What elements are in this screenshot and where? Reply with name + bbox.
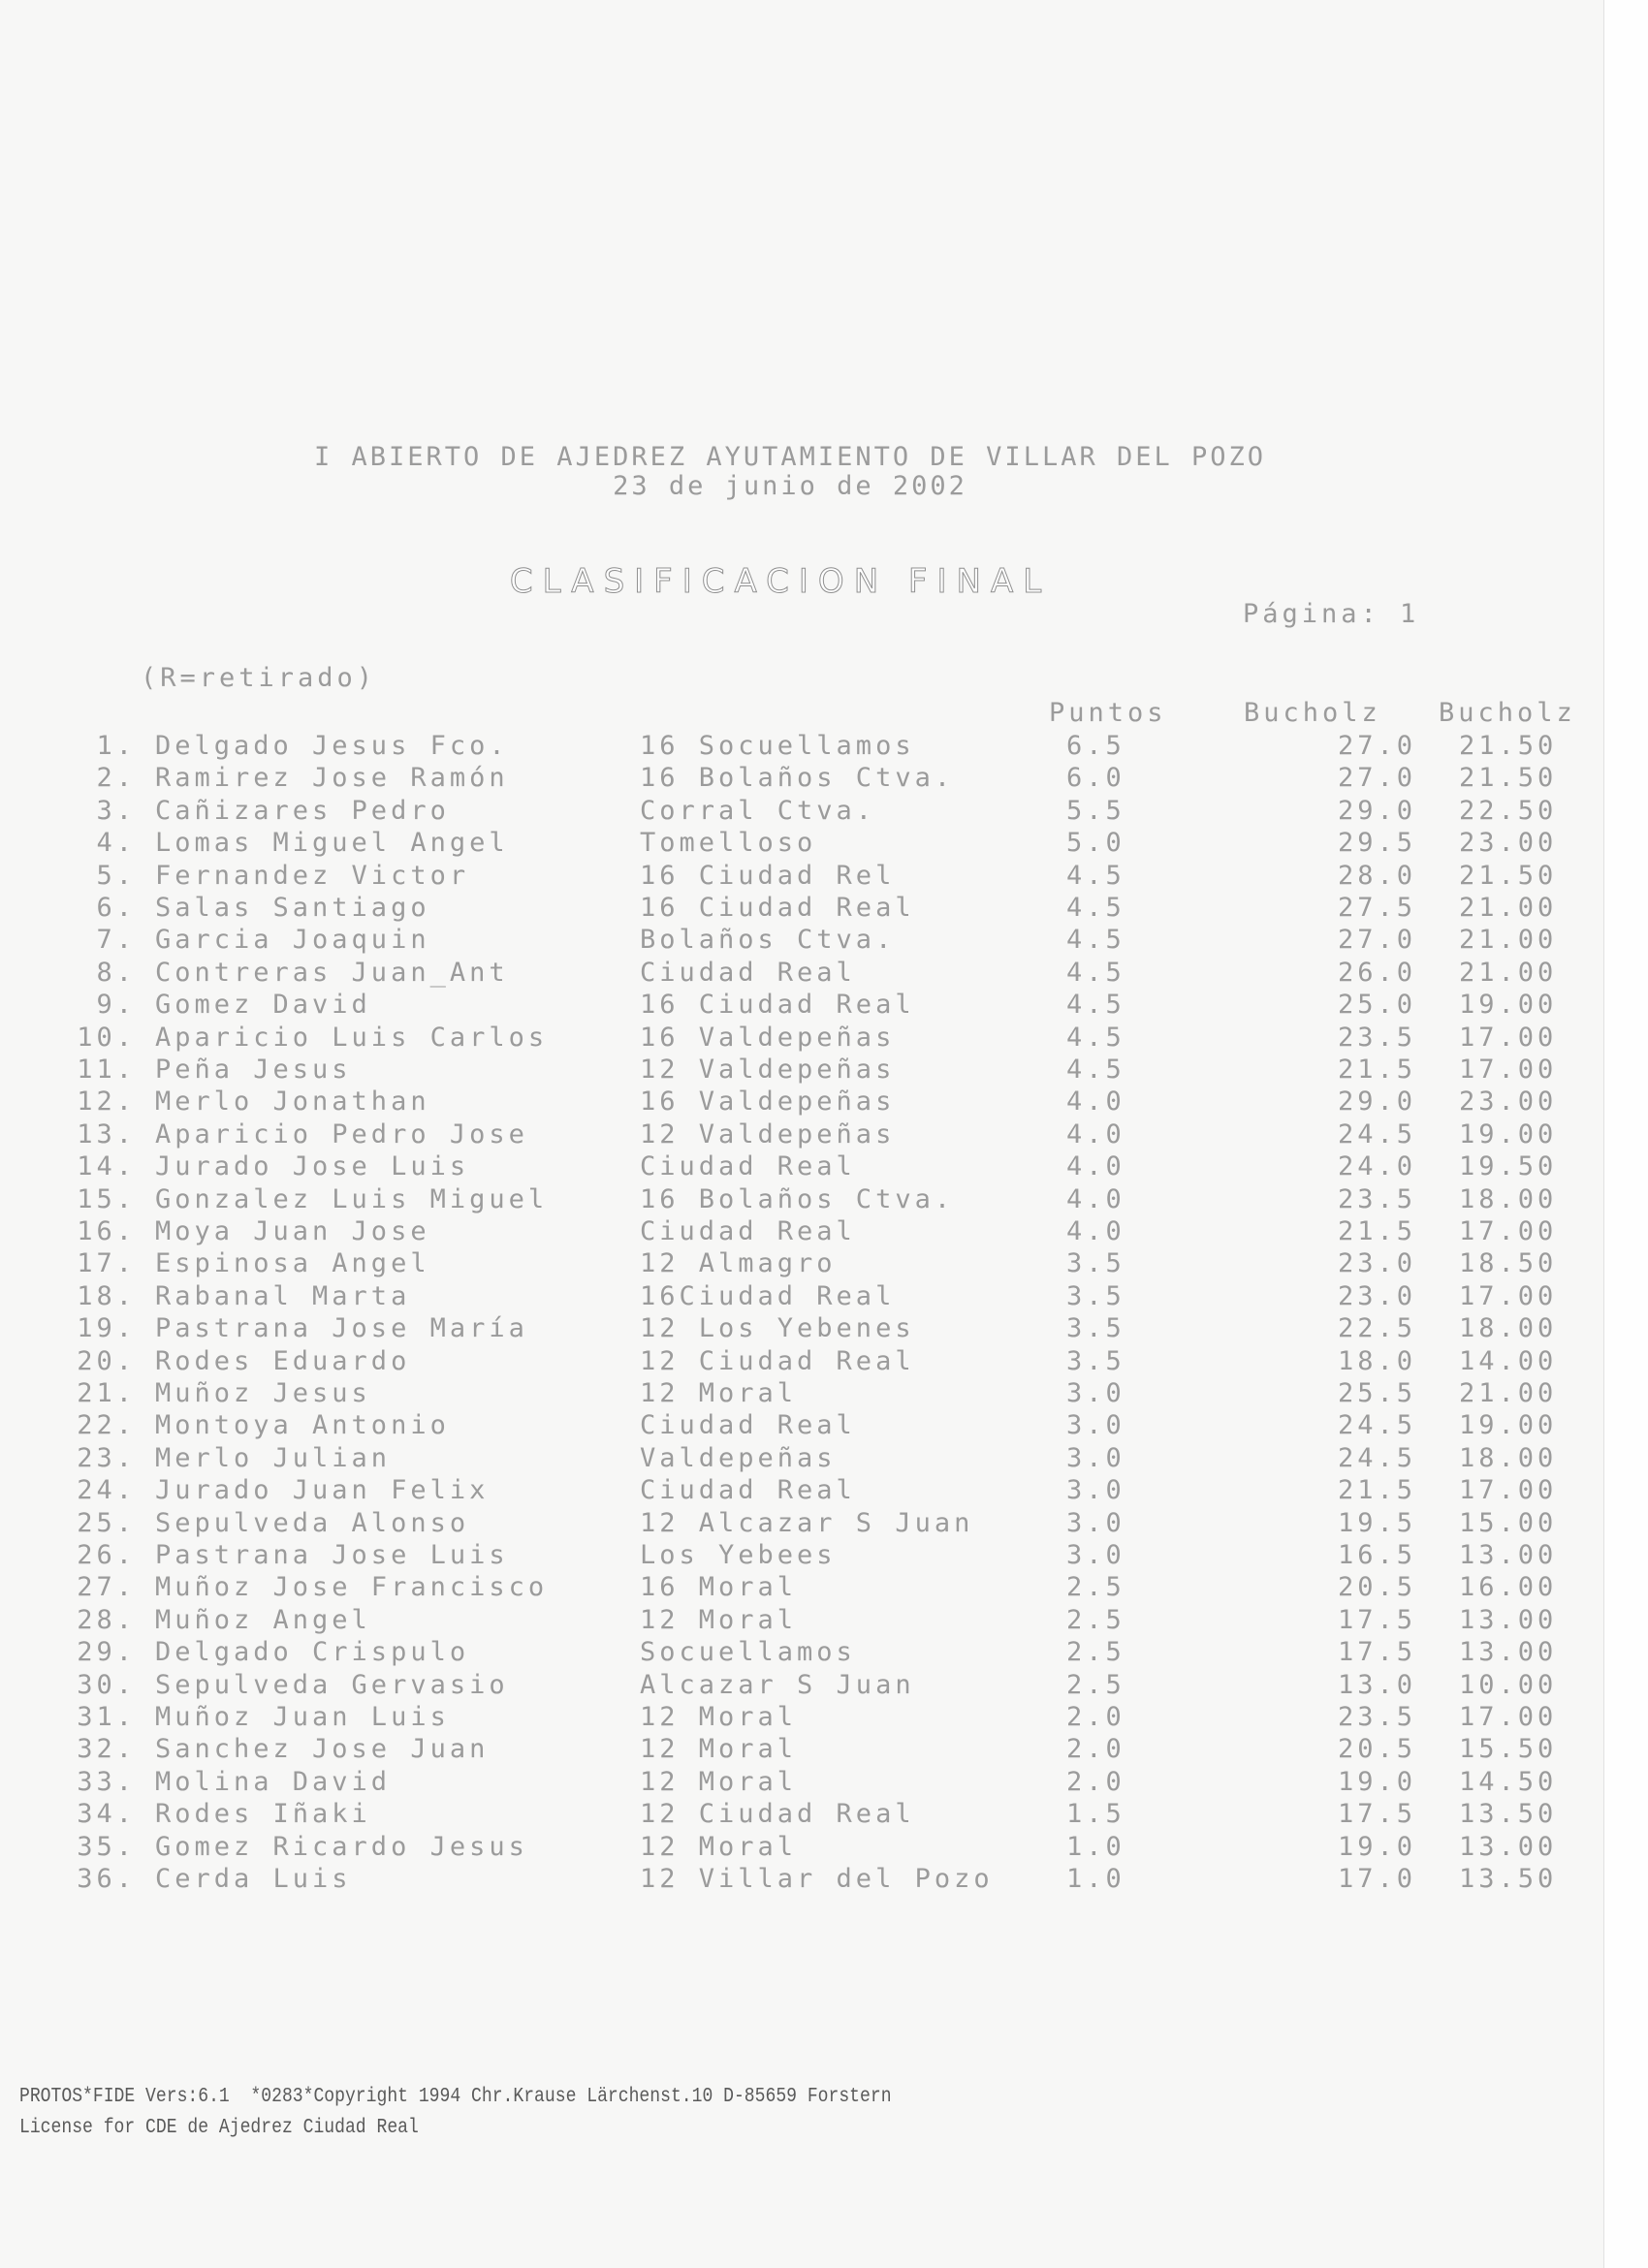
row-player-name: Sanchez Jose Juan: [155, 1734, 490, 1765]
row-bucholz-2: 13.50: [1459, 1864, 1558, 1894]
row-player-name: Aparicio Luis Carlos: [155, 1022, 549, 1053]
row-points: 2.5: [1066, 1669, 1125, 1700]
row-position: 34.: [77, 1799, 136, 1830]
row-bucholz-2: 13.00: [1459, 1637, 1558, 1668]
row-position: 2.: [96, 763, 136, 794]
row-player-name: Gonzalez Luis Miguel: [155, 1183, 549, 1214]
row-player-name: Sepulveda Alonso: [155, 1507, 470, 1538]
row-position: 14.: [77, 1151, 136, 1182]
row-club: Ciudad Real: [640, 1216, 856, 1246]
row-points: 2.5: [1066, 1604, 1125, 1635]
row-player-name: Rodes Iñaki: [155, 1799, 371, 1830]
tournament-title: I ABIERTO DE AJEDREZ AYUTAMIENTO DE VILLAR DEL POZO: [313, 442, 1267, 472]
row-club: 12 Moral: [640, 1734, 798, 1765]
row-points: 3.5: [1066, 1345, 1125, 1376]
row-points: 4.0: [1066, 1087, 1125, 1118]
row-club: 12 Los Yebenes: [640, 1313, 915, 1344]
row-position: 30.: [77, 1669, 136, 1700]
row-points: 3.0: [1066, 1378, 1125, 1408]
row-club: Socuellamos: [640, 1637, 856, 1668]
row-bucholz-1: 27.0: [1338, 925, 1417, 956]
row-club: 12 Almagro: [640, 1248, 837, 1279]
table-row: [0, 731, 1603, 763]
row-bucholz-1: 20.5: [1338, 1572, 1417, 1603]
row-bucholz-2: 14.00: [1459, 1345, 1558, 1376]
column-header-bucholz-1: Bucholz: [1244, 698, 1381, 728]
table-row: [0, 1572, 1603, 1604]
row-bucholz-1: 17.5: [1338, 1799, 1417, 1830]
row-points: 1.5: [1066, 1799, 1125, 1830]
row-position: 33.: [77, 1766, 136, 1797]
row-position: 19.: [77, 1313, 136, 1344]
table-row: [0, 1087, 1603, 1118]
row-club: 16 Ciudad Real: [640, 990, 915, 1021]
row-club: Valdepeñas: [640, 1442, 837, 1473]
row-bucholz-1: 29.0: [1338, 795, 1417, 826]
row-bucholz-2: 15.00: [1459, 1507, 1558, 1538]
row-points: 3.5: [1066, 1248, 1125, 1279]
row-bucholz-2: 13.00: [1459, 1831, 1558, 1862]
row-club: 16 Bolaños Ctva.: [640, 1183, 955, 1214]
row-club: 16 Bolaños Ctva.: [640, 763, 955, 794]
row-club: Los Yebees: [640, 1540, 837, 1570]
retired-note: (R=retirado): [141, 663, 377, 693]
table-row: [0, 861, 1603, 893]
row-bucholz-2: 21.00: [1459, 925, 1558, 956]
row-position: 17.: [77, 1248, 136, 1279]
row-player-name: Pastrana Jose María: [155, 1313, 528, 1344]
row-player-name: Lomas Miguel Angel: [155, 828, 509, 859]
row-bucholz-1: 26.0: [1338, 957, 1417, 988]
table-row: [0, 1832, 1603, 1864]
row-position: 20.: [77, 1345, 136, 1376]
row-bucholz-2: 17.00: [1459, 1475, 1558, 1506]
row-club: Ciudad Real: [640, 1410, 856, 1441]
row-bucholz-1: 25.5: [1338, 1378, 1417, 1408]
row-player-name: Salas Santiago: [155, 893, 430, 923]
table-row: [0, 1799, 1603, 1831]
row-club: 16 Socuellamos: [640, 731, 915, 761]
row-points: 4.0: [1066, 1216, 1125, 1246]
row-bucholz-1: 24.5: [1338, 1410, 1417, 1441]
row-club: 16 Ciudad Rel: [640, 860, 896, 891]
row-bucholz-2: 19.00: [1459, 1118, 1558, 1150]
table-row: [0, 990, 1603, 1022]
row-points: 4.0: [1066, 1183, 1125, 1214]
row-player-name: Fernandez Victor: [155, 860, 470, 891]
row-player-name: Muñoz Jesus: [155, 1378, 371, 1408]
row-position: 8.: [96, 957, 136, 988]
column-header-puntos: Puntos: [1049, 698, 1167, 728]
row-player-name: Cerda Luis: [155, 1864, 352, 1894]
row-club: Ciudad Real: [640, 957, 856, 988]
row-bucholz-2: 17.00: [1459, 1022, 1558, 1053]
row-player-name: Sepulveda Gervasio: [155, 1669, 509, 1700]
footer-license: License for CDE de Ajedrez Ciudad Real: [19, 2117, 419, 2139]
row-bucholz-2: 19.50: [1459, 1151, 1558, 1182]
row-points: 4.5: [1066, 860, 1125, 891]
row-bucholz-1: 24.0: [1338, 1151, 1417, 1182]
row-points: 1.0: [1066, 1831, 1125, 1862]
row-club: 16 Ciudad Real: [640, 893, 915, 923]
row-bucholz-2: 13.00: [1459, 1604, 1558, 1635]
table-row: [0, 958, 1603, 990]
row-club: 12 Villar del Pozo: [640, 1864, 994, 1894]
table-row: [0, 1767, 1603, 1799]
row-points: 4.5: [1066, 925, 1125, 956]
row-club: 12 Moral: [640, 1378, 798, 1408]
row-player-name: Aparicio Pedro Jose: [155, 1118, 528, 1150]
row-points: 3.0: [1066, 1507, 1125, 1538]
row-bucholz-1: 13.0: [1338, 1669, 1417, 1700]
row-club: 12 Valdepeñas: [640, 1118, 896, 1150]
row-bucholz-1: 17.0: [1338, 1864, 1417, 1894]
row-bucholz-2: 14.50: [1459, 1766, 1558, 1797]
row-club: 12 Alcazar S Juan: [640, 1507, 974, 1538]
table-row: [0, 828, 1603, 860]
row-club: Ciudad Real: [640, 1475, 856, 1506]
row-bucholz-2: 19.00: [1459, 990, 1558, 1021]
row-player-name: Jurado Jose Luis: [155, 1151, 470, 1182]
table-row: [0, 1281, 1603, 1313]
row-bucholz-1: 19.0: [1338, 1831, 1417, 1862]
row-player-name: Rodes Eduardo: [155, 1345, 411, 1376]
row-club: 16 Moral: [640, 1572, 798, 1603]
row-player-name: Moya Juan Jose: [155, 1216, 430, 1246]
page-number: Página: 1: [1243, 599, 1420, 629]
row-position: 21.: [77, 1378, 136, 1408]
row-club: 16 Valdepeñas: [640, 1022, 896, 1053]
table-row: [0, 1313, 1603, 1345]
table-row: [0, 1184, 1603, 1216]
row-player-name: Cañizares Pedro: [155, 795, 450, 826]
row-position: 35.: [77, 1831, 136, 1862]
row-position: 24.: [77, 1475, 136, 1506]
row-player-name: Merlo Jonathan: [155, 1087, 430, 1118]
row-player-name: Peña Jesus: [155, 1055, 352, 1085]
row-bucholz-2: 21.00: [1459, 1378, 1558, 1408]
row-player-name: Delgado Jesus Fco.: [155, 731, 509, 761]
row-bucholz-1: 27.0: [1338, 763, 1417, 794]
table-row: [0, 1346, 1603, 1378]
section-title: CLASIFICACION FINAL: [509, 562, 1052, 601]
row-position: 13.: [77, 1118, 136, 1150]
table-row: [0, 763, 1603, 795]
row-position: 5.: [96, 860, 136, 891]
row-bucholz-2: 21.50: [1459, 860, 1558, 891]
table-row: [0, 1702, 1603, 1734]
row-bucholz-2: 21.50: [1459, 731, 1558, 761]
row-player-name: Pastrana Jose Luis: [155, 1540, 509, 1570]
row-bucholz-1: 17.5: [1338, 1604, 1417, 1635]
table-row: [0, 1605, 1603, 1637]
row-bucholz-1: 23.0: [1338, 1280, 1417, 1311]
row-position: 10.: [77, 1022, 136, 1053]
row-points: 3.0: [1066, 1442, 1125, 1473]
row-bucholz-1: 28.0: [1338, 860, 1417, 891]
row-bucholz-2: 23.00: [1459, 828, 1558, 859]
row-bucholz-2: 17.00: [1459, 1055, 1558, 1085]
row-position: 16.: [77, 1216, 136, 1246]
row-bucholz-1: 27.5: [1338, 893, 1417, 923]
table-row: [0, 1670, 1603, 1702]
table-row: [0, 893, 1603, 925]
table-row: [0, 1023, 1603, 1055]
row-points: 2.0: [1066, 1766, 1125, 1797]
row-position: 7.: [96, 925, 136, 956]
row-position: 3.: [96, 795, 136, 826]
row-player-name: Espinosa Angel: [155, 1248, 430, 1279]
row-points: 3.0: [1066, 1475, 1125, 1506]
row-bucholz-2: 18.50: [1459, 1248, 1558, 1279]
table-row: [0, 1734, 1603, 1766]
row-bucholz-1: 27.0: [1338, 731, 1417, 761]
row-bucholz-1: 20.5: [1338, 1734, 1417, 1765]
row-club: Ciudad Real: [640, 1151, 856, 1182]
table-row: [0, 1119, 1603, 1151]
table-row: [0, 1216, 1603, 1248]
row-club: Alcazar S Juan: [640, 1669, 915, 1700]
page-edge: [1603, 0, 1648, 2268]
table-row: [0, 1055, 1603, 1087]
row-bucholz-1: 17.5: [1338, 1637, 1417, 1668]
row-bucholz-2: 21.50: [1459, 763, 1558, 794]
row-bucholz-1: 21.5: [1338, 1055, 1417, 1085]
row-club: 12 Moral: [640, 1766, 798, 1797]
row-bucholz-1: 19.0: [1338, 1766, 1417, 1797]
row-points: 4.5: [1066, 1022, 1125, 1053]
table-row: [0, 1540, 1603, 1572]
row-position: 25.: [77, 1507, 136, 1538]
row-bucholz-1: 25.0: [1338, 990, 1417, 1021]
row-bucholz-1: 18.0: [1338, 1345, 1417, 1376]
row-points: 6.5: [1066, 731, 1125, 761]
row-player-name: Merlo Julian: [155, 1442, 392, 1473]
table-row: [0, 1508, 1603, 1540]
row-points: 1.0: [1066, 1864, 1125, 1894]
tournament-date: 23 de junio de 2002: [613, 471, 967, 501]
row-bucholz-1: 19.5: [1338, 1507, 1417, 1538]
row-club: 12 Ciudad Real: [640, 1799, 915, 1830]
row-bucholz-1: 21.5: [1338, 1475, 1417, 1506]
row-bucholz-1: 16.5: [1338, 1540, 1417, 1570]
row-points: 4.5: [1066, 1055, 1125, 1085]
row-bucholz-2: 21.00: [1459, 893, 1558, 923]
row-bucholz-1: 24.5: [1338, 1442, 1417, 1473]
table-row: [0, 1475, 1603, 1507]
row-points: 4.5: [1066, 893, 1125, 923]
row-player-name: Molina David: [155, 1766, 392, 1797]
row-club: 12 Moral: [640, 1831, 798, 1862]
row-player-name: Montoya Antonio: [155, 1410, 450, 1441]
row-player-name: Muñoz Jose Francisco: [155, 1572, 549, 1603]
row-club: 12 Moral: [640, 1702, 798, 1732]
row-points: 3.5: [1066, 1280, 1125, 1311]
row-player-name: Muñoz Angel: [155, 1604, 371, 1635]
row-bucholz-2: 21.00: [1459, 957, 1558, 988]
table-row: [0, 925, 1603, 957]
row-bucholz-2: 17.00: [1459, 1216, 1558, 1246]
table-row: [0, 1410, 1603, 1442]
table-row: [0, 1864, 1603, 1896]
row-bucholz-1: 29.5: [1338, 828, 1417, 859]
row-position: 18.: [77, 1280, 136, 1311]
row-position: 4.: [96, 828, 136, 859]
row-points: 2.5: [1066, 1572, 1125, 1603]
row-player-name: Rabanal Marta: [155, 1280, 411, 1311]
row-bucholz-2: 13.00: [1459, 1540, 1558, 1570]
row-position: 36.: [77, 1864, 136, 1894]
table-row: [0, 1378, 1603, 1410]
row-points: 4.0: [1066, 1151, 1125, 1182]
row-position: 31.: [77, 1702, 136, 1732]
row-bucholz-1: 21.5: [1338, 1216, 1417, 1246]
table-row: [0, 1637, 1603, 1669]
row-position: 27.: [77, 1572, 136, 1603]
row-player-name: Ramirez Jose Ramón: [155, 763, 509, 794]
row-bucholz-2: 13.50: [1459, 1799, 1558, 1830]
row-position: 28.: [77, 1604, 136, 1635]
row-points: 5.0: [1066, 828, 1125, 859]
row-club: 16Ciudad Real: [640, 1280, 896, 1311]
row-bucholz-2: 23.00: [1459, 1087, 1558, 1118]
row-position: 15.: [77, 1183, 136, 1214]
row-position: 6.: [96, 893, 136, 923]
row-bucholz-2: 17.00: [1459, 1702, 1558, 1732]
row-bucholz-2: 22.50: [1459, 795, 1558, 826]
row-bucholz-2: 19.00: [1459, 1410, 1558, 1441]
row-player-name: Gomez Ricardo Jesus: [155, 1831, 528, 1862]
row-points: 3.0: [1066, 1540, 1125, 1570]
row-points: 5.5: [1066, 795, 1125, 826]
row-player-name: Gomez David: [155, 990, 371, 1021]
row-club: Tomelloso: [640, 828, 817, 859]
row-player-name: Muñoz Juan Luis: [155, 1702, 450, 1732]
row-position: 12.: [77, 1087, 136, 1118]
row-bucholz-1: 23.5: [1338, 1702, 1417, 1732]
row-bucholz-1: 29.0: [1338, 1087, 1417, 1118]
row-points: 2.0: [1066, 1702, 1125, 1732]
row-club: Bolaños Ctva.: [640, 925, 896, 956]
row-points: 2.0: [1066, 1734, 1125, 1765]
row-player-name: Jurado Juan Felix: [155, 1475, 490, 1506]
row-bucholz-2: 16.00: [1459, 1572, 1558, 1603]
row-bucholz-2: 10.00: [1459, 1669, 1558, 1700]
row-position: 32.: [77, 1734, 136, 1765]
row-points: 4.5: [1066, 957, 1125, 988]
row-club: 16 Valdepeñas: [640, 1087, 896, 1118]
row-bucholz-2: 15.50: [1459, 1734, 1558, 1765]
row-bucholz-2: 18.00: [1459, 1313, 1558, 1344]
row-position: 1.: [96, 731, 136, 761]
row-position: 9.: [96, 990, 136, 1021]
row-club: 12 Ciudad Real: [640, 1345, 915, 1376]
row-club: 12 Valdepeñas: [640, 1055, 896, 1085]
table-row: [0, 1248, 1603, 1280]
row-player-name: Garcia Joaquin: [155, 925, 430, 956]
row-position: 22.: [77, 1410, 136, 1441]
footer-copyright: PROTOS*FIDE Vers:6.1 *0283*Copyright 1994 Chr.Krause Lärchenst.10 D-85659 Forstern: [19, 2086, 892, 2108]
row-points: 4.0: [1066, 1118, 1125, 1150]
row-bucholz-1: 22.5: [1338, 1313, 1417, 1344]
row-bucholz-2: 18.00: [1459, 1183, 1558, 1214]
row-points: 3.5: [1066, 1313, 1125, 1344]
row-bucholz-1: 24.5: [1338, 1118, 1417, 1150]
row-bucholz-1: 23.5: [1338, 1022, 1417, 1053]
row-bucholz-2: 17.00: [1459, 1280, 1558, 1311]
row-club: 12 Moral: [640, 1604, 798, 1635]
row-bucholz-1: 23.0: [1338, 1248, 1417, 1279]
row-bucholz-2: 18.00: [1459, 1442, 1558, 1473]
row-position: 11.: [77, 1055, 136, 1085]
row-player-name: Contreras Juan_Ant: [155, 957, 509, 988]
column-header-bucholz-2: Bucholz: [1439, 698, 1576, 728]
table-row: [0, 1443, 1603, 1475]
table-row: [0, 796, 1603, 828]
row-points: 2.5: [1066, 1637, 1125, 1668]
row-position: 23.: [77, 1442, 136, 1473]
row-position: 29.: [77, 1637, 136, 1668]
row-player-name: Delgado Crispulo: [155, 1637, 470, 1668]
row-points: 6.0: [1066, 763, 1125, 794]
table-row: [0, 1151, 1603, 1183]
row-points: 4.5: [1066, 990, 1125, 1021]
row-points: 3.0: [1066, 1410, 1125, 1441]
row-club: Corral Ctva.: [640, 795, 876, 826]
row-position: 26.: [77, 1540, 136, 1570]
row-bucholz-1: 23.5: [1338, 1183, 1417, 1214]
